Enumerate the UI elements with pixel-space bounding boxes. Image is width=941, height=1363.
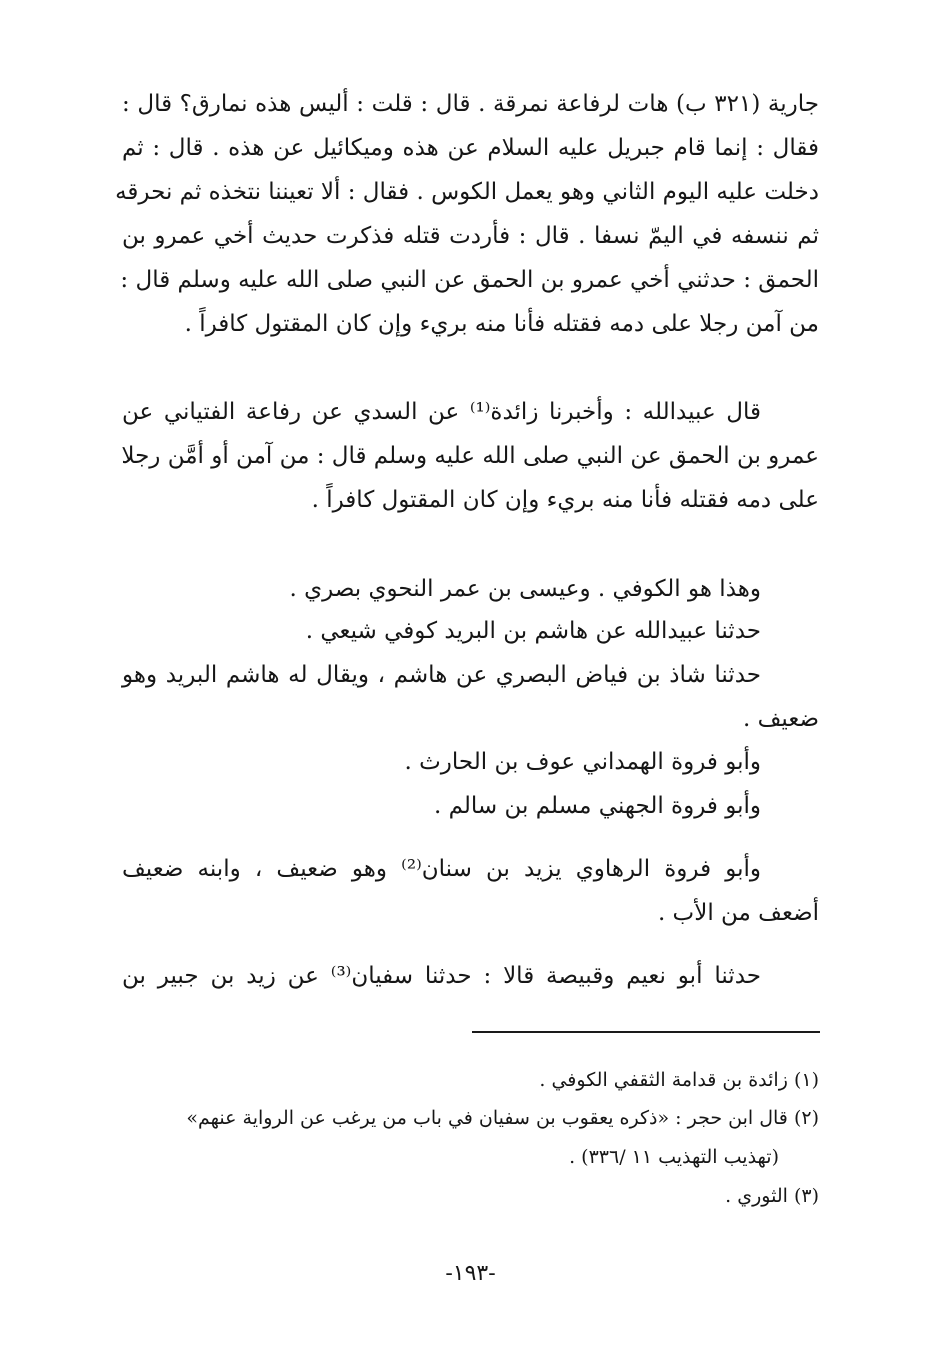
body-line: حدثنا عبيدالله عن هاشم بن البريد كوفي شيعي . xyxy=(305,618,761,644)
footnote-text: الثوري . xyxy=(725,1185,788,1207)
body-line: جارية (٣٢١ ب) هات لرفاعة نمرقة . قال : قلت : أليس هذه نمارق؟ قال : xyxy=(122,91,819,117)
body-line: قال عبيدالله : وأخبرنا زائدة⁽¹⁾ عن السدي عن رفاعة الفتياني عن xyxy=(122,399,762,425)
footnote-text: قال ابن حجر : «ذكره يعقوب بن سفيان في باب من يرغب عن الرواية عنهم» xyxy=(186,1107,788,1129)
body-line: حدثنا شاذ بن فياض البصري عن هاشم ، ويقال له هاشم البريد وهو xyxy=(122,662,761,688)
footnote-number: (٣) xyxy=(793,1185,819,1207)
body-line: الحمق : حدثني أخي عمرو بن الحمق عن النبي صلى الله عليه وسلم قال : xyxy=(120,267,819,293)
footnote-number: (٢) xyxy=(793,1107,819,1129)
footnote-number: (١) xyxy=(793,1069,819,1091)
footnote-1 xyxy=(539,1063,819,1097)
footnote-separator xyxy=(472,1031,820,1033)
body-line: وأبو فروة الرهاوي يزيد بن سنان⁽²⁾ وهو ضعيف ، وابنه ضعيف xyxy=(122,856,761,882)
body-line: وأبو فروة الجهني مسلم بن سالم . xyxy=(433,793,761,819)
body-line: فقال : إنما قام جبريل عليه السلام عن هذه وميكائيل عن هذه . قال : ثم xyxy=(122,135,819,161)
footnote-2 xyxy=(186,1101,819,1135)
body-line: ضعيف . xyxy=(743,706,819,732)
body-line: دخلت عليه اليوم الثاني وهو يعمل الكوس . فقال : ألا تعيننا نتخذه ثم نحرقه xyxy=(115,179,819,205)
body-line: ثم ننسفه في اليمّ نسفا . قال : فأردت قتله فذكرت حديث أخي عمرو بن xyxy=(122,223,819,249)
body-line: على دمه فقتله فأنا منه بريء وإن كان المقتول كافراً . xyxy=(311,487,819,513)
footnote-text: زائدة بن قدامة الثقفي الكوفي . xyxy=(539,1069,788,1091)
body-line: من آمن رجلا على دمه فقتله فأنا منه بريء وإن كان المقتول كافراً . xyxy=(184,311,819,337)
footnote-text: (تهذيب التهذيب ١١ /٣٣٦) . xyxy=(569,1146,779,1168)
body-line: عمرو بن الحمق عن النبي صلى الله عليه وسلم قال : من آمن أو أمَّن رجلا xyxy=(121,443,819,469)
footnote-3 xyxy=(725,1179,819,1213)
page-number: -١٩٣- xyxy=(445,1261,496,1286)
body-line: أضعف من الأب . xyxy=(657,900,819,926)
body-line: وهذا هو الكوفي . وعيسى بن عمر النحوي بصري . xyxy=(289,576,761,602)
body-line: حدثنا أبو نعيم وقبيصة قالا : حدثنا سفيان⁽³⁾ عن زيد بن جبير بن xyxy=(122,963,761,989)
body-line: وأبو فروة الهمداني عوف بن الحارث . xyxy=(404,749,761,775)
